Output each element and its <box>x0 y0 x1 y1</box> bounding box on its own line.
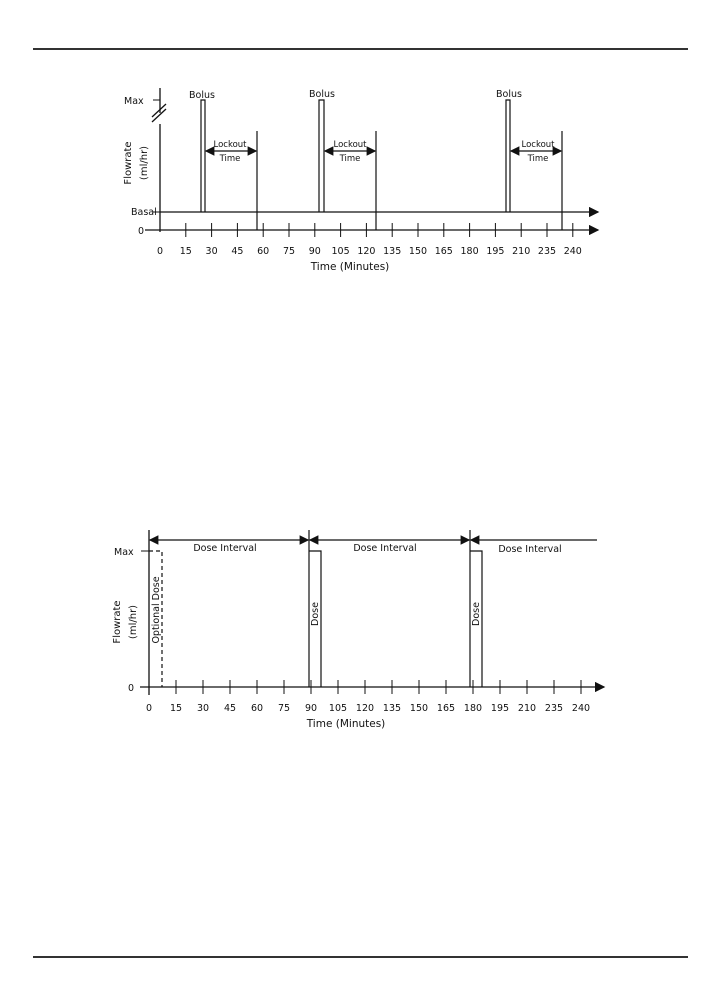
x-tick-label: 235 <box>537 246 557 257</box>
x-tick-label: 90 <box>308 246 321 257</box>
x-tick-label: 0 <box>156 246 164 257</box>
x-tick-label: 0 <box>145 703 153 714</box>
bolus-pulse-1 <box>201 100 205 212</box>
x-tick-label: 120 <box>355 703 375 714</box>
bolus-label-1: Bolus <box>189 90 215 101</box>
dose-interval-label-2: Dose Interval <box>353 543 417 554</box>
zero-label: 0 <box>128 683 135 694</box>
x-axis-title: Time (Minutes) <box>310 261 390 273</box>
x-tick-label: 15 <box>179 246 192 257</box>
y-axis-unit: (ml/hr) <box>128 604 139 640</box>
lockout-label-3: Lockout <box>521 140 555 150</box>
zero-label: 0 <box>138 226 145 237</box>
x-tick-label: 45 <box>223 703 237 714</box>
y-axis-unit: (ml/hr) <box>139 145 150 181</box>
x-tick-label: 150 <box>409 703 429 714</box>
x-tick-label: 105 <box>331 246 350 257</box>
lockout-label-1: Lockout <box>213 140 247 150</box>
x-tick-label: 135 <box>382 703 402 714</box>
x-tick-label: 135 <box>383 246 402 257</box>
y-axis-title: Flowrate <box>123 141 134 185</box>
dose-label-1: Dose <box>310 602 321 626</box>
dose-interval-diagram <box>0 500 720 760</box>
x-tick-label: 30 <box>205 246 218 257</box>
x-tick-label: 60 <box>250 703 264 714</box>
dose-interval-label-3: Dose Interval <box>498 544 562 555</box>
x-tick-label: 90 <box>304 703 318 714</box>
x-tick-label: 60 <box>257 246 270 257</box>
max-label: Max <box>114 547 134 558</box>
x-tick-label: 15 <box>169 703 183 714</box>
x-tick-label: 210 <box>517 703 537 714</box>
bolus-label-2: Bolus <box>309 89 335 100</box>
x-tick-label: 165 <box>436 703 456 714</box>
x-tick-label: 180 <box>460 246 479 257</box>
x-tick-label: 240 <box>571 703 591 714</box>
x-tick-label: 240 <box>563 246 582 257</box>
y-axis-title: Flowrate <box>112 600 123 644</box>
dose-interval-label-1: Dose Interval <box>193 543 257 554</box>
x-tick-label: 195 <box>490 703 510 714</box>
x-tick-label: 30 <box>196 703 210 714</box>
footer-rule <box>33 956 688 958</box>
lockout-time-label-3: Time <box>527 154 549 164</box>
x-tick-label: 150 <box>408 246 428 257</box>
x-tick-label: 105 <box>328 703 348 714</box>
max-label: Max <box>124 96 144 107</box>
x-tick-label: 210 <box>512 246 531 257</box>
bolus-label-3: Bolus <box>496 89 522 100</box>
basal-label: Basal <box>131 207 157 218</box>
lockout-time-label-2: Time <box>339 154 361 164</box>
x-tick-label: 45 <box>231 246 244 257</box>
lockout-label-2: Lockout <box>333 140 367 150</box>
x-tick-label: 165 <box>434 246 453 257</box>
bolus-pulse-3 <box>506 100 510 212</box>
x-axis-title: Time (Minutes) <box>306 718 386 730</box>
x-tick-label: 75 <box>282 246 296 257</box>
x-tick-label: 180 <box>463 703 483 714</box>
dose-label-2: Dose <box>471 602 482 626</box>
optional-dose-label: Optional Dose <box>151 576 162 644</box>
bolus-lockout-diagram <box>0 0 720 290</box>
x-tick-label: 120 <box>357 246 376 257</box>
lockout-time-label-1: Time <box>219 154 241 164</box>
bolus-pulse-2 <box>319 100 324 212</box>
x-tick-label: 75 <box>277 703 291 714</box>
x-tick-label: 195 <box>486 246 505 257</box>
x-tick-label: 235 <box>544 703 564 714</box>
